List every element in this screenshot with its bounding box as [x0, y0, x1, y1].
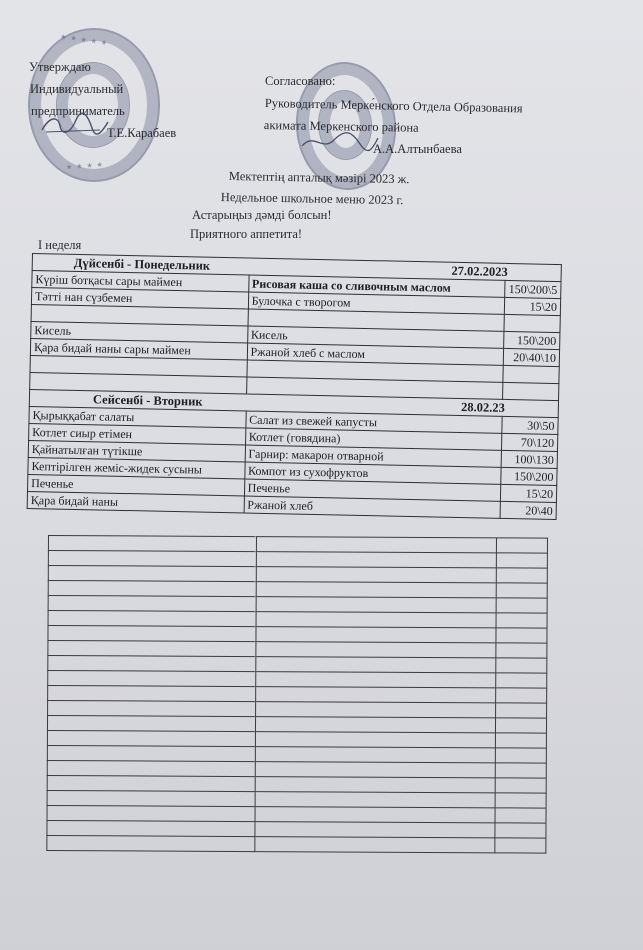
menu-table — [27, 253, 562, 520]
dish-kz: Қырыққабат салаты — [29, 406, 246, 428]
dish-amount: 70\120 — [502, 433, 558, 451]
dish-amount: 20\40 — [500, 501, 556, 519]
empty-grid-cell — [497, 538, 548, 553]
dish-ru: Кисель — [247, 326, 504, 348]
dish-amount: 30\50 — [502, 416, 558, 434]
empty-grid-cell — [257, 537, 497, 553]
empty-grid-cell — [256, 657, 496, 673]
empty-grid-cell — [48, 686, 256, 702]
empty-grid-cell — [495, 838, 546, 853]
agree-signer: А.А.Алтынбаева — [373, 142, 462, 156]
empty-grid-cell — [496, 718, 547, 733]
dish-kz: Тәтті нан сүзбемен — [31, 288, 248, 310]
dish-amount: 100\130 — [501, 450, 557, 468]
wish-kz: Астарыңыз дәмді болсын! — [192, 208, 332, 222]
menu-title-ru: Недельное школьное меню 2023 г. — [220, 190, 404, 208]
empty-grid-cell — [47, 716, 255, 732]
empty-grid-cell — [47, 805, 255, 821]
empty-grid-cell — [48, 656, 256, 672]
empty-grid-cell — [255, 822, 495, 838]
dish-kz: Қара бидай наны — [27, 491, 244, 513]
dish-ru: Печенье — [244, 479, 501, 501]
empty-grid-cell — [255, 792, 495, 808]
empty-grid-cell — [496, 748, 547, 763]
empty-grid-cell — [496, 598, 547, 613]
empty-grid-cell — [497, 553, 548, 568]
day-date: 28.02.23 — [460, 399, 506, 415]
signature-left — [40, 112, 110, 136]
dish-amount: 15\20 — [501, 484, 557, 502]
empty-grid-cell — [496, 703, 547, 718]
day-name: Дүйсенбі - Понедельник — [73, 255, 211, 273]
dish-amount: 15\20 — [505, 297, 561, 315]
dish-ru: Котлет (говядина) — [245, 428, 502, 450]
empty-grid-cell — [48, 641, 256, 657]
empty-grid-cell — [496, 628, 547, 643]
menu-title-kz: Мектептің апталық мәзірі 2023 ж. — [228, 169, 410, 187]
empty-grid-cell — [47, 775, 255, 791]
dish-ru: Ржаной хлеб — [244, 496, 501, 518]
dish-ru: Салат из свежей капусты — [245, 411, 502, 433]
empty-grid-cell — [255, 777, 495, 793]
dish-ru: Булочка с творогом — [248, 292, 505, 314]
approve-signer: Т.Е.Карабаев — [107, 126, 177, 140]
agree-position-1: Руководитель Мерке́нского Отдела Образования — [264, 96, 523, 116]
empty-grid-cell — [47, 745, 255, 761]
empty-grid-cell — [47, 835, 255, 851]
empty-grid-cell — [48, 701, 256, 717]
empty-grid-cell — [495, 808, 546, 823]
empty-grid-cell — [495, 763, 546, 778]
empty-grid-cell — [256, 627, 496, 643]
empty-grid-cell — [256, 702, 496, 718]
stamp-ring-text-left-bottom: ★ ★ ★ ★ — [65, 161, 105, 172]
dish-kz: Котлет сиыр етімен — [29, 423, 246, 445]
empty-grid-cell — [256, 567, 496, 583]
empty-grid-cell — [256, 687, 496, 703]
dish-amount: 150\200 — [501, 467, 557, 485]
empty-grid-cell — [495, 793, 546, 808]
day-date: 27.02.2023 — [451, 263, 508, 279]
empty-grid-cell — [496, 733, 547, 748]
empty-grid-cell — [256, 642, 496, 658]
empty-grid-cell — [496, 658, 547, 673]
agree-label: Согласовано: — [265, 74, 336, 88]
empty-grid-cell — [255, 762, 495, 778]
dish-ru: Гарнир: макарон отварной — [245, 445, 502, 467]
empty-grid-cell — [256, 552, 496, 568]
empty-grid-cell — [256, 582, 496, 598]
week-label: I неделя — [38, 238, 82, 252]
signature-right — [300, 130, 380, 154]
dish-ru: Рисовая каша со сливочным маслом — [248, 275, 505, 297]
dish-amount — [503, 365, 559, 383]
empty-grid-cell — [48, 581, 256, 597]
empty-grid-cell — [48, 566, 256, 582]
dish-amount — [504, 314, 560, 332]
approve-label: Утверждаю — [29, 60, 91, 74]
empty-grid-cell — [48, 611, 256, 627]
empty-grid-cell — [255, 747, 495, 763]
empty-grid-cell — [47, 790, 255, 806]
agree-position-2: акимата Меркенского района — [263, 118, 419, 135]
dish-kz: Қара бидай наны сары маймен — [30, 338, 247, 360]
dish-amount: 150\200\5 — [505, 280, 561, 298]
empty-grid-cell — [47, 730, 255, 746]
dish-kz: Қайнатылған түтікше — [28, 440, 245, 462]
dish-ru: Компот из сухофруктов — [244, 462, 501, 484]
wish-ru: Приятного аппетита! — [190, 227, 303, 241]
empty-grid-cell — [48, 551, 256, 567]
empty-grid-row — [47, 835, 546, 853]
empty-grid-cell — [256, 717, 496, 733]
dish-amount — [503, 382, 559, 400]
dish-kz: Кептірілген жеміс-жидек сусыны — [28, 457, 245, 479]
dish-kz: Печенье — [28, 474, 245, 496]
empty-grid-cell — [496, 643, 547, 658]
empty-grid-cell — [48, 536, 256, 552]
empty-grid-cell — [495, 778, 546, 793]
empty-grid-cell — [256, 732, 496, 748]
dish-ru: Ржаной хлеб с маслом — [247, 343, 504, 365]
dish-amount: 20\40\10 — [504, 348, 560, 366]
empty-grid-cell — [256, 672, 496, 688]
empty-grid-cell — [256, 597, 496, 613]
empty-grid-cell — [48, 671, 256, 687]
approve-position-2: предприниматель — [31, 104, 125, 118]
empty-grid-cell — [255, 807, 495, 823]
empty-grid-cell — [256, 612, 496, 628]
dish-amount: 150\200 — [504, 331, 560, 349]
empty-grid-cell — [48, 596, 256, 612]
empty-grid-cell — [495, 823, 546, 838]
dish-kz: Кисель — [31, 321, 248, 343]
empty-grid-cell — [496, 568, 547, 583]
empty-grid-cell — [255, 837, 495, 853]
day-name: Сейсенбі - Вторник — [92, 391, 203, 409]
empty-grid-cell — [47, 820, 255, 836]
dish-kz: Күріш ботқасы сары маймен — [32, 271, 249, 293]
empty-grid-cell — [496, 613, 547, 628]
empty-ruled-grid — [46, 535, 548, 854]
empty-grid-cell — [496, 688, 547, 703]
empty-grid-cell — [496, 583, 547, 598]
approve-position-1: Индивидуальный — [30, 82, 124, 96]
empty-grid-cell — [48, 626, 256, 642]
stamp-ring-text-left: ★ ★ ★ ★ ★ — [59, 33, 109, 48]
empty-grid-cell — [47, 760, 255, 776]
empty-grid-cell — [496, 673, 547, 688]
